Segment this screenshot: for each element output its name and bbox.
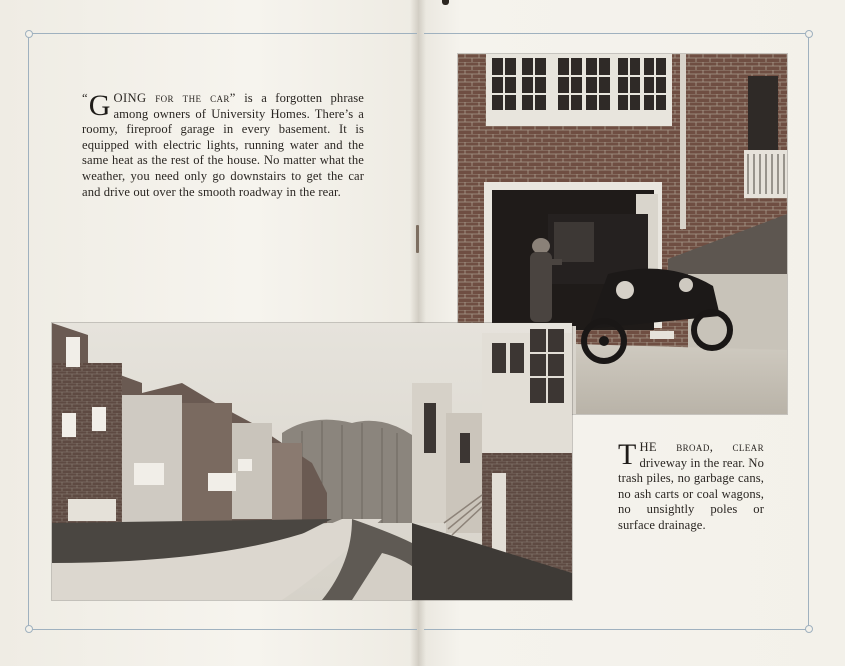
corner-ornament <box>805 625 813 633</box>
corner-ornament <box>805 30 813 38</box>
driveway-paragraph <box>618 440 764 534</box>
open-quote: “ <box>82 91 88 105</box>
paragraph-body: driveway in the rear. No trash piles, no garbage cans, no ash carts or coal wagons, no unsightly poles or surface drainage. <box>618 455 764 532</box>
paragraph-lead: OING for the car” <box>113 91 236 105</box>
garage-paragraph <box>82 91 364 200</box>
binding-mark <box>442 0 449 5</box>
drop-cap-letter: T <box>618 438 637 471</box>
paragraph-body: is a forgotten phrase among owners of University Homes. There’s a roomy, fireproof garage in every basement. It is equipped with electric lights, running water and the same heat as the rest of the house. No matter what the weather, you need only go downstairs to get the car and drive out over the smooth roadway in the rear. <box>82 91 365 199</box>
corner-ornament <box>25 30 33 38</box>
street-photo-image <box>52 323 572 600</box>
street-photo <box>52 323 572 600</box>
paragraph-lead: HE broad, clear <box>639 440 764 454</box>
drop-cap-letter: G <box>88 89 111 122</box>
corner-ornament <box>25 625 33 633</box>
binding-stitch <box>416 225 419 253</box>
